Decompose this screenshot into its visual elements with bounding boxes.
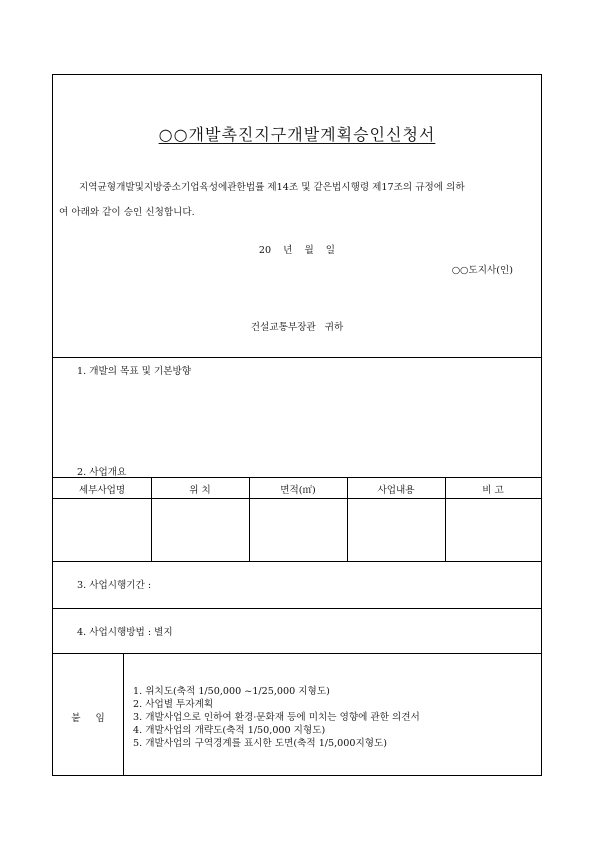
table-col-divider [249, 477, 250, 561]
section-period: 3. 사업시행기간 : [77, 580, 152, 591]
application-statement [59, 175, 531, 225]
divider [53, 357, 541, 358]
signer: ○○도지사(인) [451, 265, 513, 276]
table-header-line [53, 498, 541, 499]
attachment-item: 1. 위치도(축적 1/50,000 ~1/25,000 지형도) [133, 686, 330, 697]
col-header-area: 면적(㎡) [280, 485, 316, 496]
date-line: 20 년 월 일 [258, 245, 336, 256]
attachment-item: 4. 개발사업의 개략도(축적 1/50,000 지형도) [133, 725, 326, 736]
table-col-divider [151, 477, 152, 561]
col-header-remarks: 비 고 [482, 485, 504, 496]
attachment-item: 5. 개발사업의 구역경계를 표시한 도면(축적 1/5,000지형도) [133, 738, 388, 749]
form-title: ○○개발촉진지구개발계획승인신청서 [158, 125, 436, 144]
attachment-divider [123, 653, 124, 775]
attachment-list [133, 685, 420, 750]
col-header-location: 위 치 [189, 485, 211, 496]
addressee: 건설교통부장관 귀하 [250, 322, 344, 333]
table-col-divider [347, 477, 348, 561]
col-header-project-name: 세부사업명 [78, 485, 126, 496]
attachment-item: 2. 사업별 투자계획 [133, 699, 214, 710]
application-form [52, 74, 542, 776]
table-bottom-line [53, 561, 541, 562]
statement-line-2: 여 아래와 같이 승인 신청합니다. [59, 207, 195, 218]
section-method: 4. 사업시행방법 : 별지 [77, 627, 173, 638]
section-overview: 2. 사업개요 [77, 467, 127, 478]
attachment-item: 3. 개발사업으로 인하여 환경·문화재 등에 미치는 영향에 관한 의견서 [133, 712, 420, 723]
table-top-line [53, 477, 541, 478]
attachment-label: 붙 임 [71, 713, 105, 724]
col-header-content: 사업내용 [377, 485, 415, 496]
section-goal: 1. 개발의 목표 및 기본방향 [77, 366, 192, 377]
statement-line-1: 지역균형개발및지방중소기업육성에관한법률 제14조 및 같은법시행령 제17조의 규정에 의하 [79, 182, 465, 193]
divider [53, 653, 541, 654]
divider [53, 608, 541, 609]
table-col-divider [445, 477, 446, 561]
